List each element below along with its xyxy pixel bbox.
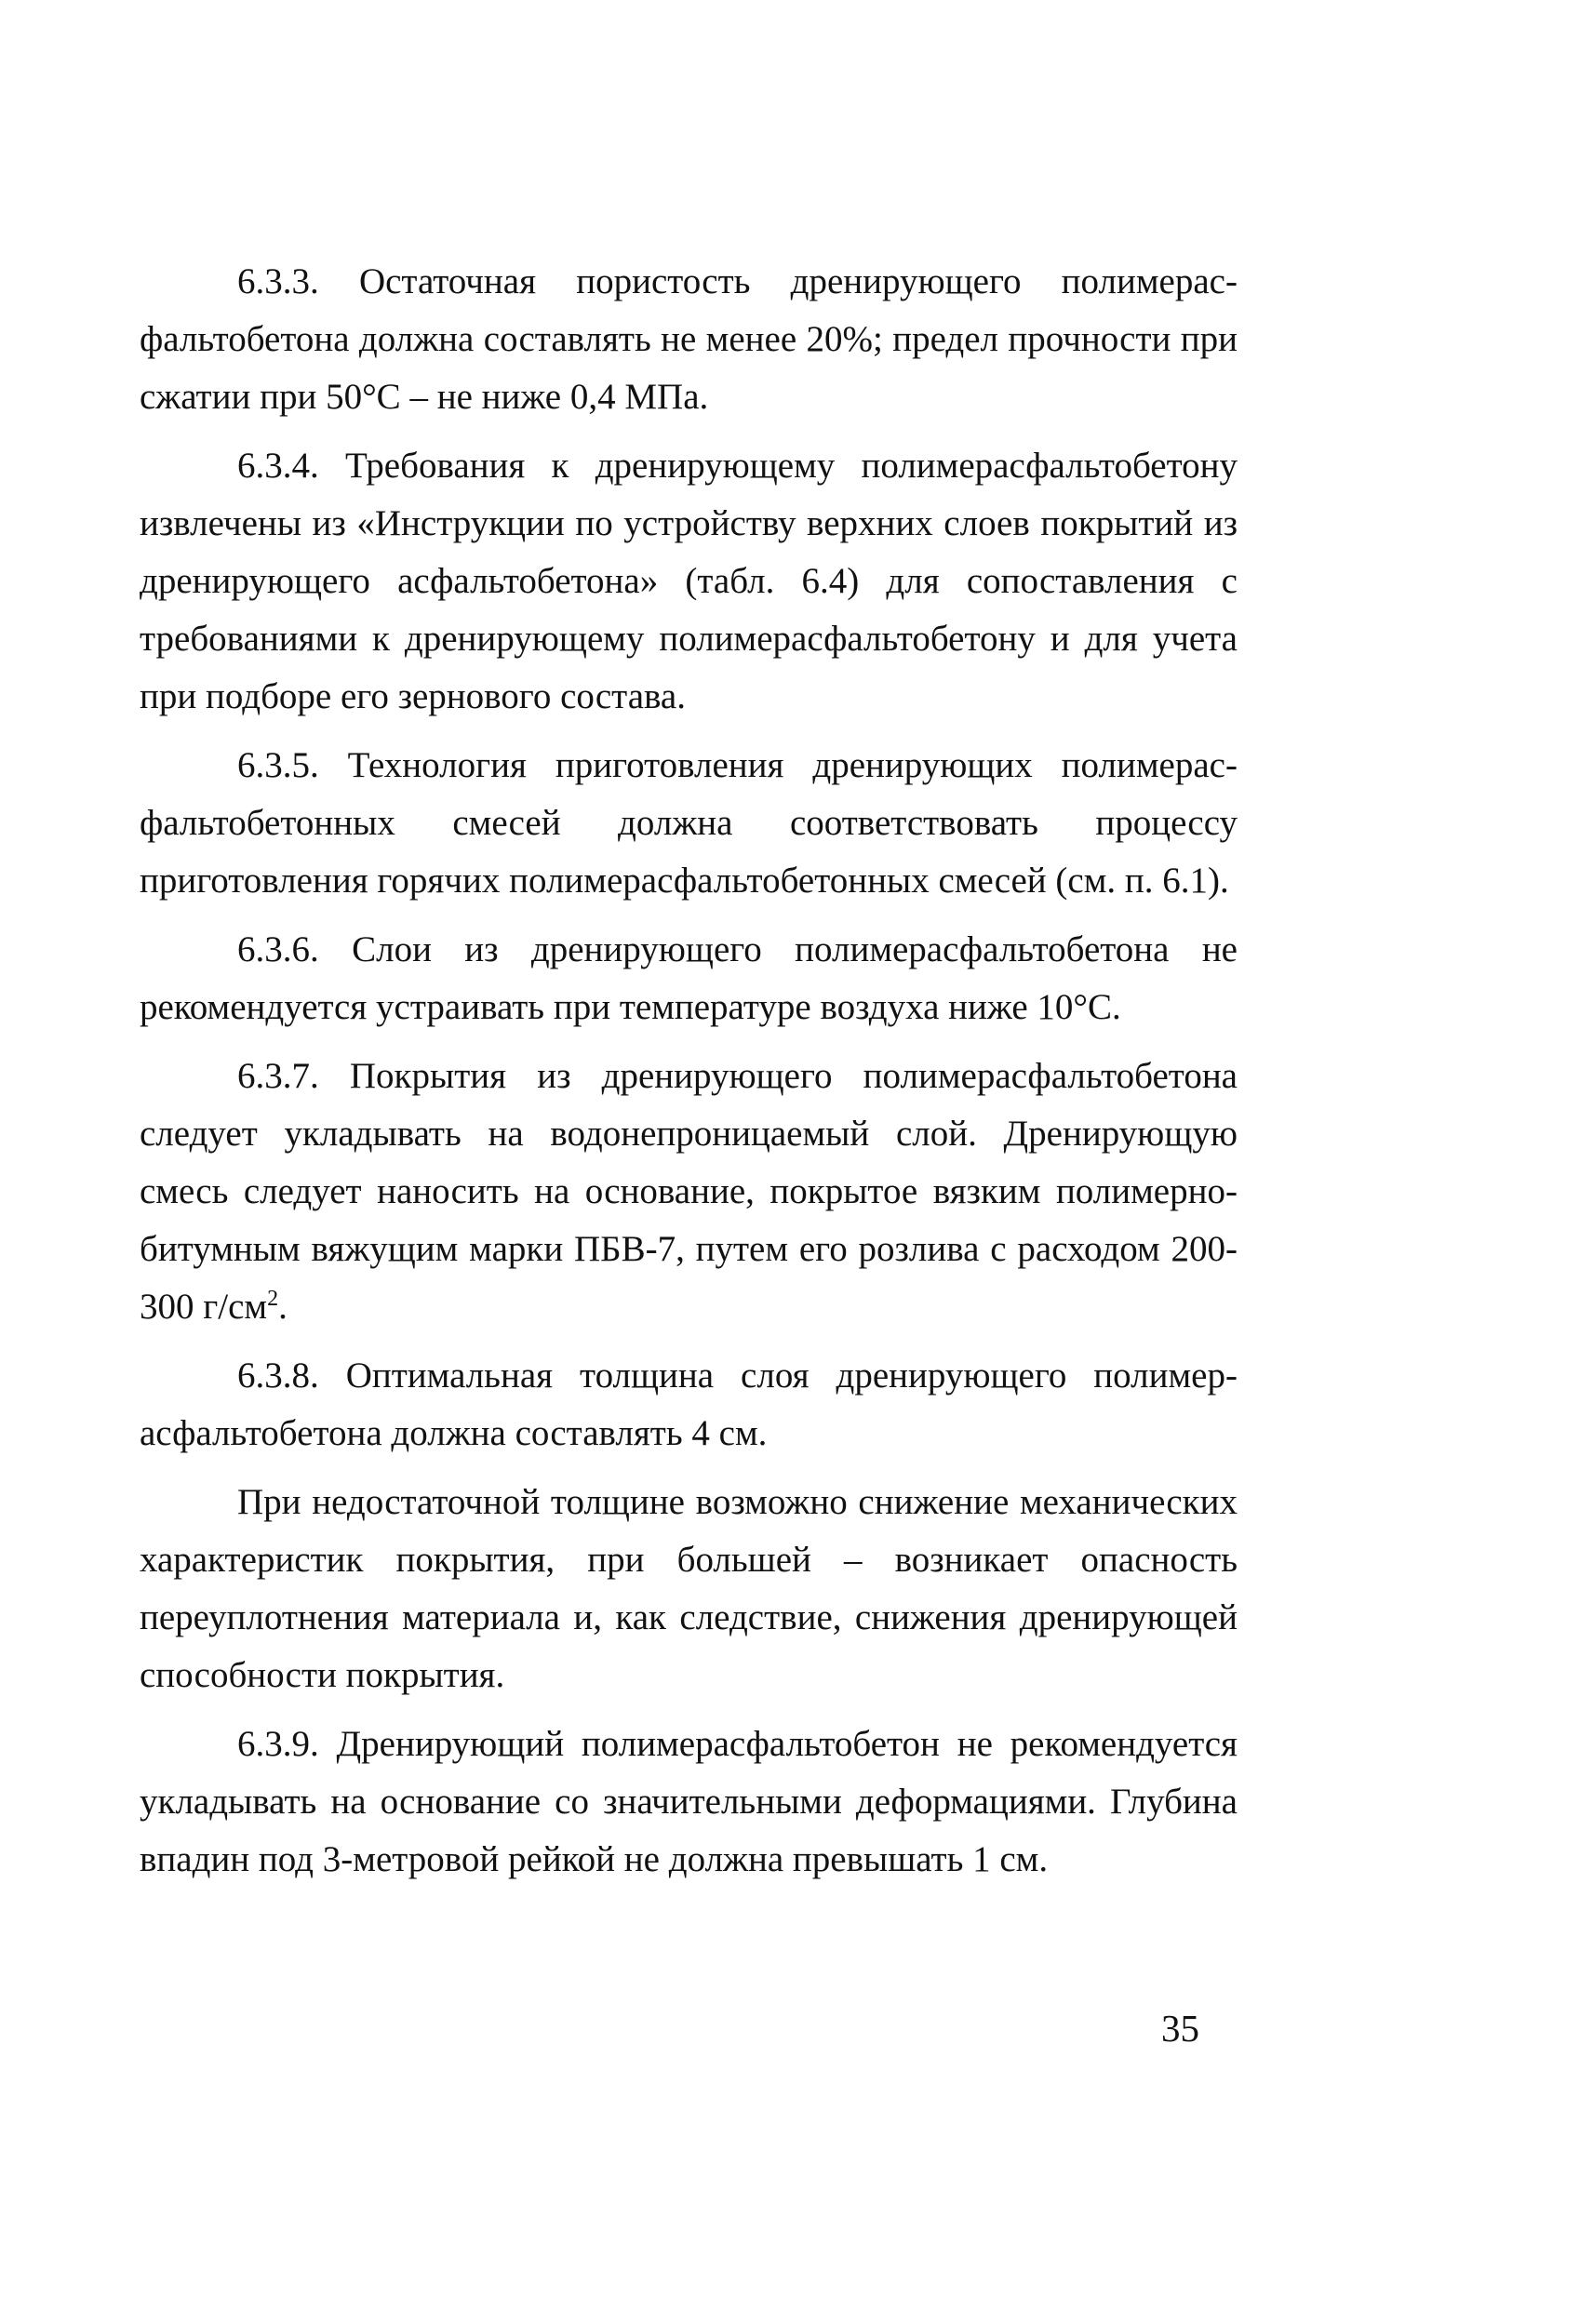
page-number: 35 (1161, 2007, 1199, 2050)
paragraph-6-3-7 (140, 1048, 1238, 1336)
paragraph-6-3-9: 6.3.9. Дренирующий полимерасфальтобетон не рекомендуется укладывать на основание со значительными деформациями. Глубина впадин под 3-метровой рейкой не должна превышать 1 см. (140, 1724, 1238, 1879)
paragraph-6-3-4: 6.3.4. Требования к дренирующему полимерасфальтобетону извлечены из «Инструкции по устройству верхних слоев покрытий из дренирующего асфальтобетона» (табл. 6.4) для сопоставления с требованиями к дренирующему полимерасфальтобетону и для учета при подборе его зернового состава. (140, 446, 1238, 716)
paragraph-6-3-6: 6.3.6. Слои из дренирующего полимерасфальтобетона не рекомендуется устраивать при температуре воздуха ниже 10°С. (140, 929, 1238, 1027)
paragraph-6-3-5: 6.3.5. Технология приготовления дренирующих полимерасфальтобетонных смесей должна соответствовать процессу приготовления горячих полимерасфальтобетонных смесей (см. п. 6.1). (140, 745, 1238, 901)
paragraph-6-3-8: 6.3.8. Оптимальная толщина слоя дренирующего полимерасфальтобетона должна составлять 4 см. (140, 1356, 1238, 1453)
paragraph-6-3-3: 6.3.3. Остаточная пористость дренирующего полимерасфальтобетона должна составлять не менее 20%; предел прочности при сжатии при 50°С – не ниже 0,4 МПа. (140, 261, 1238, 417)
body-text (140, 253, 1238, 1900)
paragraph-6-3-7-main: 6.3.7. Покрытия из дренирующего полимерасфальтобетона следует укладывать на водонепроницаемый слой. Дренирующую смесь следует наносить на основание, покрытое вязким полимернобитумным вяжущим марки ПБВ-7, путем его розлива с расходом 200-300 г/см (140, 1056, 1238, 1327)
superscript-2: 2 (267, 1287, 279, 1311)
paragraph-6-3-8-note: При недостаточной толщине возможно снижение механических характеристик покрытия, при большей – возникает опасность переуплотнения материала и, как следствие, снижения дренирующей способности покрытия. (140, 1482, 1238, 1695)
paragraph-6-3-7-end: . (278, 1287, 288, 1327)
